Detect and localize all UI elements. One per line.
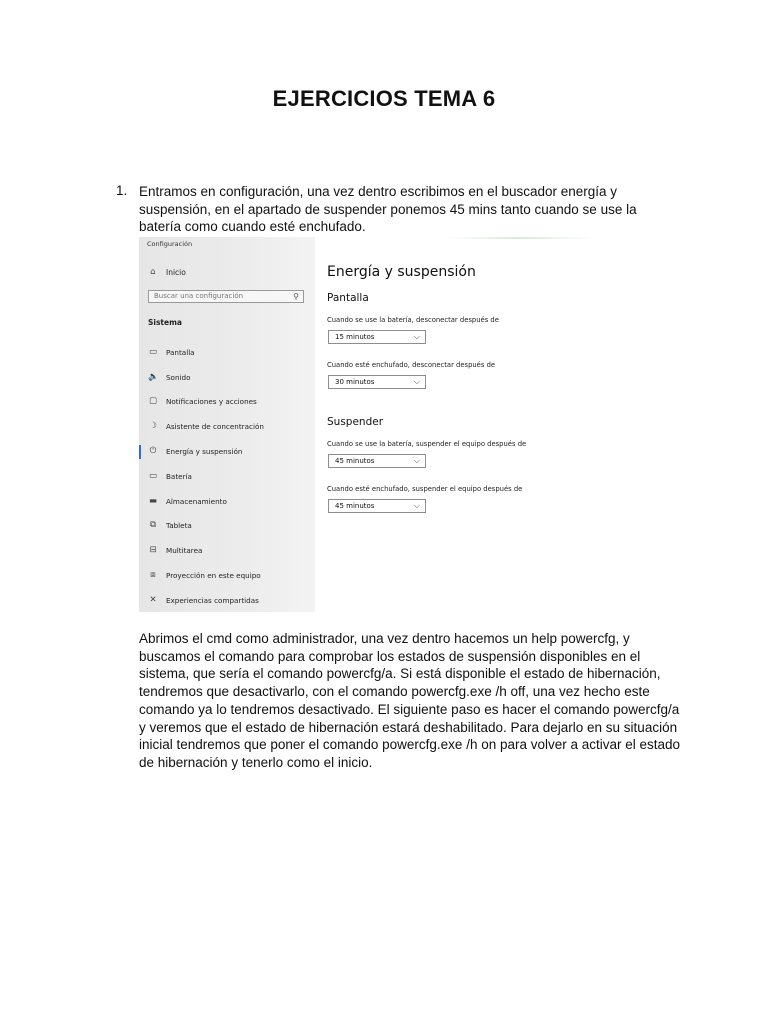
chevron-down-icon: ⌵ (413, 377, 420, 386)
settings-main-panel (315, 237, 614, 612)
section-heading-pantalla: Pantalla (327, 292, 369, 304)
list-item-text: Entramos en configuración, una vez dentro escribimos en el buscador energía y suspensión, en el apartado de suspender ponemos 45 mins tanto cuando se use la batería como cuando esté enchufado. (139, 184, 637, 234)
sleep-plugged-select[interactable] (328, 499, 426, 513)
chevron-down-icon: ⌵ (413, 456, 420, 465)
sidebar-item-label: Experiencias compartidas (166, 595, 259, 605)
select-value: 45 minutos (335, 457, 375, 465)
tablet-icon: ⧉ (149, 520, 157, 530)
select-value: 45 minutos (335, 502, 375, 510)
screen-battery-select[interactable] (328, 330, 426, 344)
sidebar-item-label: Multitarea (166, 545, 203, 555)
battery-icon: ▭ (148, 471, 158, 481)
active-indicator (139, 445, 141, 459)
sidebar-item-notificaciones[interactable] (148, 396, 257, 406)
sidebar-item-sonido[interactable] (148, 372, 190, 382)
sleep-battery-select[interactable] (328, 454, 426, 468)
settings-page-title: Energía y suspensión (327, 264, 476, 280)
sidebar-item-concentracion[interactable] (148, 421, 264, 431)
search-icon: ⚲ (293, 292, 299, 301)
monitor-icon: ▭ (148, 347, 158, 357)
setting-label: Cuando se use la batería, suspender el equipo después de (327, 440, 527, 448)
search-input[interactable] (148, 290, 304, 303)
multitask-icon: ⊟ (149, 545, 157, 555)
window-title: Configuración (147, 240, 193, 248)
sidebar-item-bateria[interactable] (148, 471, 192, 481)
page-title: EJERCICIOS TEMA 6 (272, 86, 496, 111)
chevron-down-icon: ⌵ (413, 501, 420, 510)
sidebar-item-label: Energía y suspensión (166, 446, 243, 456)
sidebar-item-label: Notificaciones y acciones (166, 396, 257, 406)
power-icon: ⏻ (149, 446, 157, 456)
sidebar-item-almacenamiento[interactable] (148, 496, 227, 506)
speaker-icon: 🔈 (148, 372, 159, 382)
sidebar-item-home[interactable] (148, 267, 186, 277)
sidebar-item-label: Inicio (166, 267, 186, 277)
sidebar-item-pantalla[interactable] (148, 347, 195, 357)
sidebar-item-label: Tableta (166, 520, 192, 530)
sidebar-item-label: Batería (166, 471, 192, 481)
setting-label: Cuando esté enchufado, suspender el equipo después de (327, 485, 523, 493)
sidebar-item-label: Proyección en este equipo (166, 570, 261, 580)
settings-screenshot (139, 237, 614, 612)
sidebar-item-label: Pantalla (166, 347, 195, 357)
setting-label: Cuando esté enchufado, desconectar después de (327, 361, 496, 369)
shared-icon: ✕ (149, 595, 157, 605)
screen-plugged-select[interactable] (328, 375, 426, 389)
sidebar-item-label: Sonido (166, 372, 191, 382)
sidebar-item-tableta[interactable] (148, 520, 192, 530)
chevron-down-icon: ⌵ (413, 332, 420, 341)
search-placeholder: Buscar una configuración (154, 292, 244, 300)
setting-label: Cuando se use la batería, desconectar después de (327, 316, 499, 324)
select-value: 15 minutos (335, 333, 375, 341)
select-value: 30 minutos (335, 378, 375, 386)
sidebar-item-experiencias[interactable] (148, 595, 259, 605)
sidebar-item-energia[interactable] (148, 446, 242, 456)
sidebar-item-label: Asistente de concentración (166, 421, 264, 431)
body-paragraph: Abrimos el cmd como administrador, una vez dentro hacemos un help powercfg, y buscamos el comando para comprobar los estados de suspensión disponibles en el sistema, que sería el comando powercfg/a. Si está disponible el estado de hibernación, tendremos que desactivarlo, con el comando powercfg.exe /h off, una vez hecho este comando ya lo tendremos desactivado. El siguiente paso es hacer el comando powercfg/a y veremos que el estado de hibernación estará deshabilitado. Para dejarlo en su situación inicial tendremos que poner el comando powercfg.exe /h on para volver a activar el estado de hibernación y tenerlo como el inicio. (139, 631, 681, 770)
sidebar-section-heading: Sistema (148, 318, 182, 327)
notification-icon: ▢ (148, 396, 158, 406)
sidebar-item-proyeccion[interactable] (148, 570, 261, 580)
sidebar-item-label: Almacenamiento (166, 496, 227, 506)
settings-sidebar (139, 237, 315, 612)
section-heading-suspender: Suspender (327, 416, 384, 428)
list-item-number: 1. (116, 183, 128, 198)
storage-icon: ▬ (148, 496, 158, 506)
moon-icon: ☽ (149, 421, 157, 431)
home-icon: ⌂ (150, 267, 156, 277)
projection-icon: ⧈ (150, 570, 156, 580)
sidebar-item-multitarea[interactable] (148, 545, 202, 555)
